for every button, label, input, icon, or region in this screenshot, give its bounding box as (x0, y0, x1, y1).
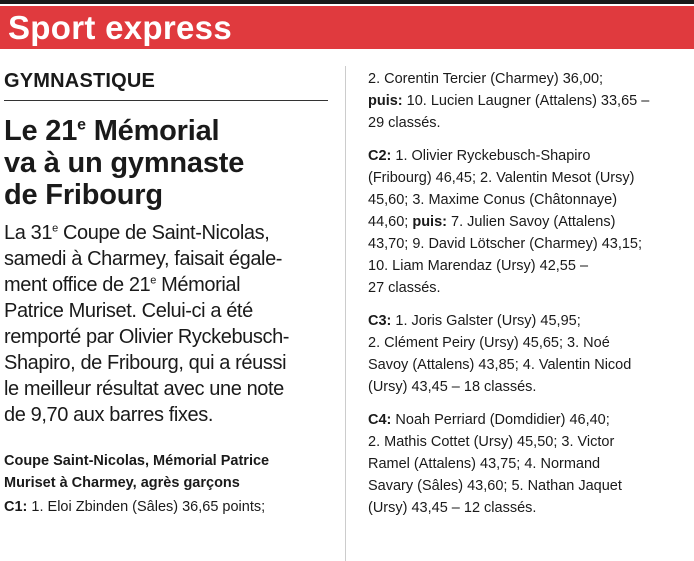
article-lead (4, 220, 328, 428)
lead-line: ment office de 21e Mémorial (4, 274, 241, 296)
article-right-column (368, 68, 694, 530)
article-kicker: GYMNASTIQUE (4, 70, 156, 92)
results-c4: C4: Noah Perriard (Domdidier) 46,40; 2. Mathis Cottet (Ursy) 45,50; 3. Victor Ramel (Attalens) 43,75; 4. Normand Savary (Sâles) 43,60; 5. Nathan Jaquet (Ursy) 43,45 – 12 classés. (368, 412, 622, 516)
section-banner (0, 6, 694, 49)
headline-line-2: va à un gymnaste (4, 147, 245, 179)
headline-line-1: Le 21e Mémorial (4, 115, 220, 147)
kicker-rule (4, 100, 328, 101)
lead-line: La 31e Coupe de Saint-Nicolas, (4, 222, 270, 244)
results-c1-start: C1: 1. Eloi Zbinden (Sâles) 36,65 points; (4, 499, 266, 515)
article-headline (4, 115, 328, 211)
lead-line: remporté par Olivier Ryckebusch- (4, 326, 290, 348)
column-divider (345, 66, 346, 561)
headline-line-3: de Fribourg (4, 179, 163, 211)
results-c2: C2: 1. Olivier Ryckebusch-Shapiro (Fribourg) 46,45; 2. Valentin Mesot (Ursy) 45,60; 3. Maxime Conus (Châtonnaye) 44,60; puis: 7. Julien Savoy (Attalens) 43,70; 9. David Lötscher (Charmey) 43,15; 10. Liam Marendaz (Ursy) 42,55 – 27 classés. (368, 148, 643, 296)
lead-line: samedi à Charmey, faisait égale- (4, 248, 283, 270)
lead-line: le meilleur résultat avec une note (4, 378, 284, 400)
lead-line: Patrice Muriset. Celui-ci a été (4, 300, 253, 322)
results-c3: C3: 1. Joris Galster (Ursy) 45,95; 2. Clément Peiry (Ursy) 45,65; 3. Noé Savoy (Attalens) 43,85; 4. Valentin Nicod (Ursy) 43,45 – 18 classés. (368, 313, 632, 395)
lead-line: Shapiro, de Fribourg, qui a réussi (4, 352, 287, 374)
lead-line: de 9,70 aux barres fixes. (4, 404, 214, 426)
article-left-column (4, 68, 328, 518)
top-rule (0, 0, 694, 4)
section-title: Sport express (8, 9, 232, 46)
results-c1-continued: 2. Corentin Tercier (Charmey) 36,00; puis: 10. Lucien Laugner (Attalens) 33,65 – 29 classés. (368, 71, 650, 131)
results-title: Coupe Saint-Nicolas, Mémorial Patrice Muriset à Charmey, agrès garçons (4, 453, 270, 491)
